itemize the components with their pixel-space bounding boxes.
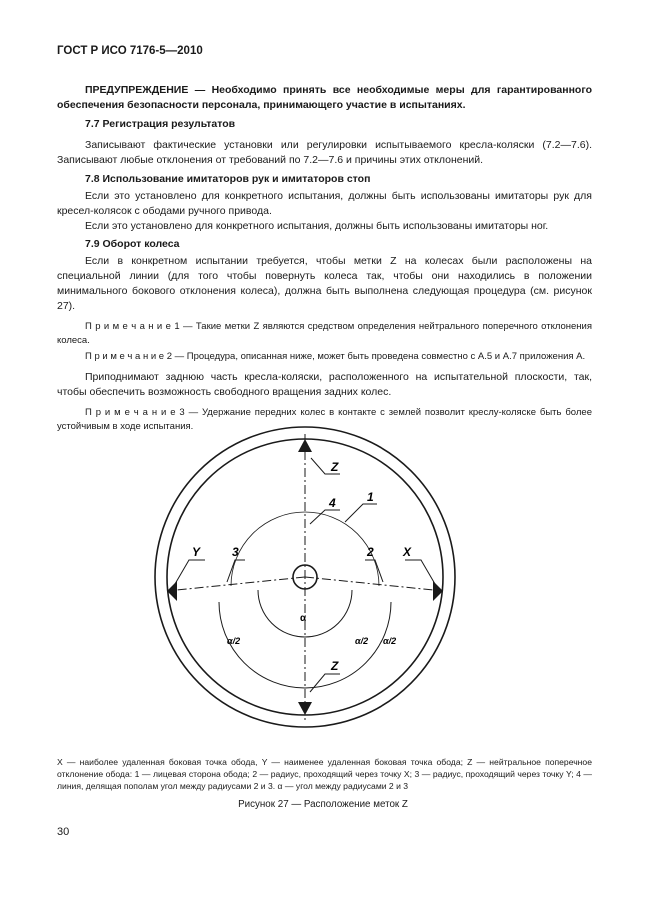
note-1: П р и м е ч а н и е 1 — Такие метки Z являются средством определения нейтрального поперечного отклонения колеса. [57, 321, 592, 346]
heading-7-7: 7.7 Регистрация результатов [85, 118, 236, 130]
warning-paragraph: ПРЕДУПРЕЖДЕНИЕ — Необходимо принять все необходимые меры для гарантированного обеспечения безопасности персонала, принимающего участие в испытаниях. [57, 84, 592, 111]
label-3: 3 [232, 545, 239, 559]
label-half-alpha-left: α/2 [227, 636, 241, 646]
figure-27 [145, 412, 465, 747]
label-y: Y [192, 545, 201, 559]
radius-3-line [167, 577, 305, 591]
radius-2-line [305, 577, 443, 591]
page-number: 30 [57, 826, 70, 838]
z-top-marker-icon [298, 439, 312, 452]
leader-z-bottom [310, 674, 340, 692]
label-1: 1 [367, 490, 374, 504]
leader-2 [365, 560, 383, 582]
z-bottom-marker-icon [298, 702, 312, 715]
label-z-bottom: Z [331, 659, 339, 673]
leader-x [405, 560, 435, 584]
label-alpha: α [300, 613, 307, 624]
note-3: П р и м е ч а н и е 3 — Удержание передних колес в контакте с землей позволит креслу-коляске быть более устойчивым в ходе испытания. [57, 407, 592, 432]
heading-7-9: 7.9 Оборот колеса [85, 238, 180, 250]
wheel-diagram [145, 412, 465, 742]
label-4: 4 [329, 496, 336, 510]
leader-3 [227, 560, 245, 582]
figure-legend: X — наиболее удаленная боковая точка обода, Y — наименее удаленная боковая точка обода; Z — нейтральное поперечное отклонение обода: 1 — лицевая сторона обода; 2 — радиус, проходящий через точку X; 3 — радиус, проходящий через точку Y; 4 — линия, делящая пополам угол между радиусами 2 и 3. α — угол между радиусами 2 и 3 [57, 757, 592, 791]
document-header: ГОСТ Р ИСО 7176-5—2010 [57, 45, 203, 57]
body-text [57, 83, 592, 434]
paragraph-7-8-2: Если это установлено для конкретного испытания, должны быть использованы имитаторы ног. [85, 220, 549, 232]
paragraph-7-9-2: Приподнимают заднюю часть кресла-коляски, расположенного на испытательной плоскости, так, чтобы обеспечить возможность свободного вращения задних колес. [57, 371, 592, 398]
leader-y [175, 560, 205, 584]
paragraph-7-9-1: Если в конкретном испытании требуется, чтобы метки Z на колесах были расположены на специальной линии (для того чтобы повернуть колеса так, чтобы они находились в положении минимального бокового отклонения колеса), должна быть выполнена следующая процедура (см. рисунок 27). [57, 255, 592, 312]
label-z-top: Z [331, 460, 339, 474]
note-2: П р и м е ч а н и е 2 — Процедура, описанная ниже, может быть проведена совместно с А.5 и А.7 приложения А. [85, 351, 586, 362]
leader-1 [345, 504, 377, 522]
label-2: 2 [367, 545, 374, 559]
label-half-alpha-right: α/2 [383, 636, 397, 646]
label-half-alpha-mid: α/2 [355, 636, 369, 646]
label-x: X [403, 545, 412, 559]
figure-caption: Рисунок 27 — Расположение меток Z [238, 799, 408, 810]
paragraph-7-7: Записывают фактические установки или регулировки испытываемого кресла-коляски (7.2—7.6). Записывают любые отклонения от требований по 7.2—7.6 и причины этих отклонений. [57, 139, 592, 166]
paragraph-7-8-1: Если это установлено для конкретного испытания, должны быть использованы имитаторы рук для кресел-колясок с ободами ручного привода. [57, 190, 592, 217]
leader-4 [310, 510, 340, 524]
heading-7-8: 7.8 Использование имитаторов рук и имитаторов стоп [85, 173, 371, 185]
